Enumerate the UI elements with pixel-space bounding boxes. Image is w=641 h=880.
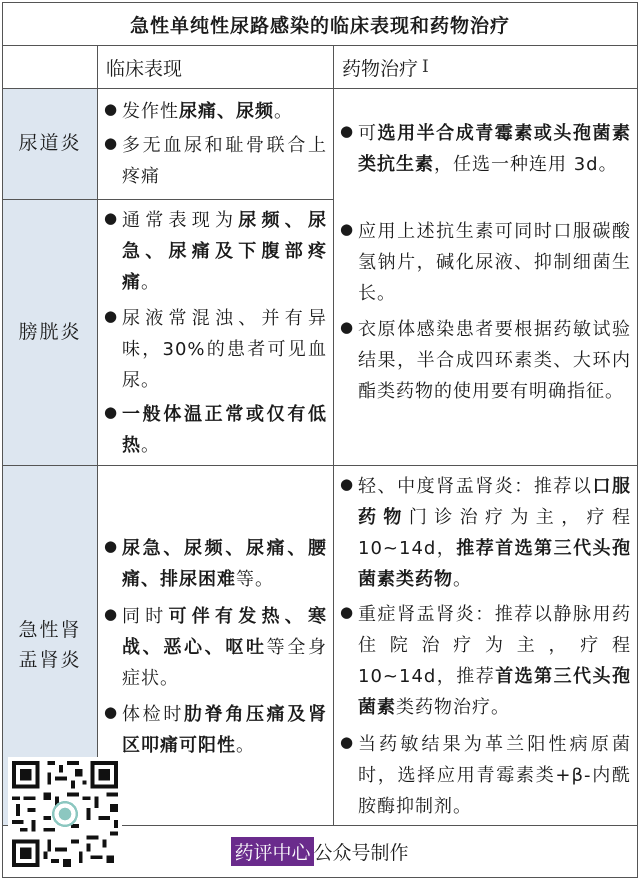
text-cursor-icon: I [422,57,429,77]
list-item: ● 发作性尿痛、尿频。 [104,97,327,128]
list-item: ● 当药敏结果为革兰阳性病原菌时，选择应用青霉素类+β-内酰胺酶抑制剂。 [340,730,631,823]
header-clinical [97,45,334,89]
header-drug [333,45,638,89]
row-label-urethritis [2,88,98,200]
header-drug-label: 药物治疗 [342,57,419,80]
bullet-icon: ● [104,209,119,227]
row-label-cystitis-text: 膀胱炎 [18,320,82,343]
bullet-icon: ● [340,318,355,336]
list-item: ● 尿液常混浊、并有异味，30%的患者可见血尿。 [104,304,327,397]
qr-code-icon [8,757,122,871]
bullet-icon: ● [104,307,119,325]
cell-shared-drug [333,88,638,466]
list-item: ● 尿急、尿频、尿痛、腰痛、排尿困难等。 [104,534,327,596]
row-label-cystitis [2,199,98,466]
header-clinical-label: 临床表现 [106,57,183,80]
list-item: ● 通常表现为尿频、尿急、尿痛及下腹部疼痛。 [104,206,327,299]
list-item: ● 体检时肋脊角压痛及肾区叩痛可阳性。 [104,700,327,762]
list-item: ● 衣原体感染患者要根据药敏试验结果，半合成四环素类、大环内酯类药物的使用要有明确指征。 [340,315,631,408]
bullet-icon: ● [340,733,355,751]
bullet-icon: ● [104,100,119,118]
bullet-icon: ● [340,122,355,140]
cell-pyelonephritis-drug [333,465,638,826]
table-title: 急性单纯性尿路感染的临床表现和药物治疗 [2,2,638,46]
list-item: ● 重症肾盂肾炎：推荐以静脉用药住院治疗为主，疗程 10~14d，推荐首选第三代头孢菌素类药物治疗。 [340,600,631,724]
bullet-icon: ● [340,603,355,621]
list-item: ● 可选用半合成青霉素或头孢菌素类抗生素，任选一种连用 3d。 [340,119,631,181]
bullet-icon: ● [340,220,355,238]
bullet-icon: ● [104,703,119,721]
bullet-icon: ● [104,537,119,555]
bullet-icon: ● [104,134,119,152]
bullet-icon: ● [340,475,355,493]
footer-highlight: 药评中心 [231,837,313,866]
bullet-icon: ● [104,605,119,623]
footer-rest: 公众号制作 [313,842,409,864]
cell-cystitis-clinical [97,199,334,466]
cell-urethritis-clinical [97,88,334,200]
drug-table [2,2,638,878]
list-item: ● 同时可伴有发热、寒战、恶心、呕吐等全身症状。 [104,602,327,695]
cell-pyelonephritis-clinical [97,465,334,826]
list-item: ● 轻、中度肾盂肾炎：推荐以口服药物门诊治疗为主，疗程 10~14d，推荐首选第三代头孢菌素类药物。 [340,472,631,596]
header-blank-cell [2,45,98,89]
list-item: ● 一般体温正常或仅有低热。 [104,400,327,462]
row-label-urethritis-text: 尿道炎 [18,132,82,155]
list-item: ● 应用上述抗生素可同时口服碳酸氢钠片，碱化尿液、抑制细菌生长。 [340,217,631,310]
bullet-icon: ● [104,403,119,421]
list-item: ● 多无血尿和耻骨联合上疼痛 [104,131,327,193]
row-label-pyelonephritis-text: 急性肾盂肾炎 [18,619,82,671]
